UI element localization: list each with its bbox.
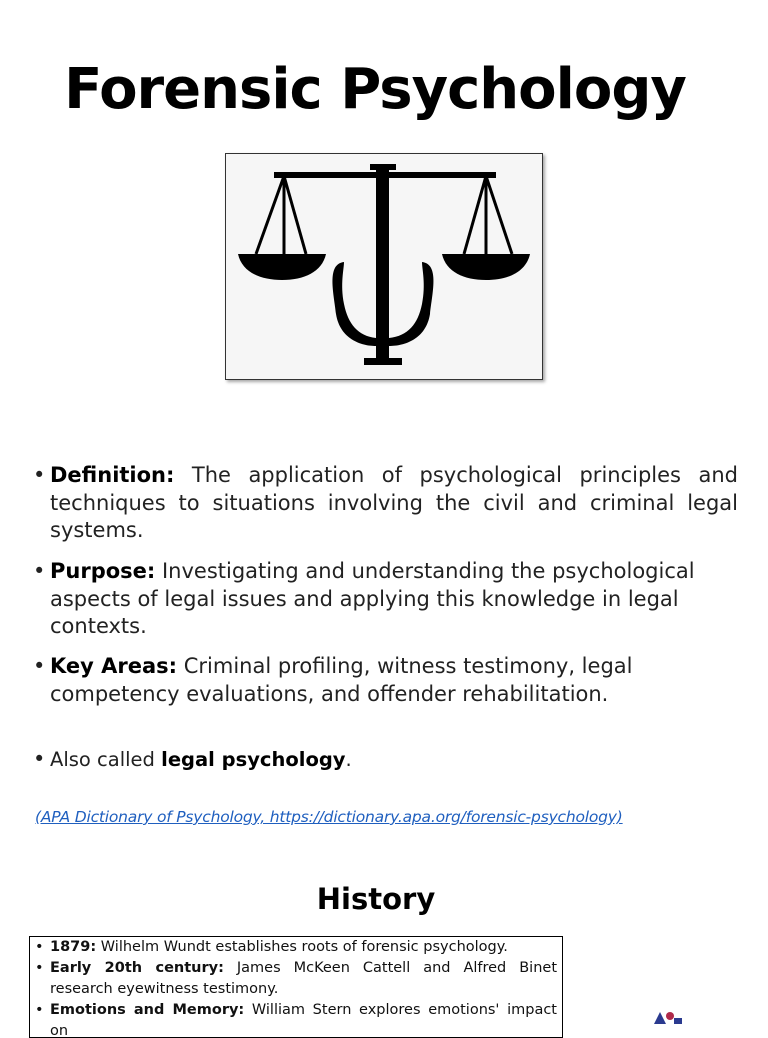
apa-citation-link[interactable]: (APA Dictionary of Psychology, https://dictionary.apa.org/forensic-psychology)	[35, 808, 623, 826]
also-called-prefix: Also called	[50, 748, 162, 771]
also-called-suffix: .	[345, 748, 352, 771]
history-item: • Emotions and Memory: William Stern explores emotions' impact on	[35, 1002, 557, 1038]
bullet-purpose: • Purpose: Investigating and understanding the psychological aspects of legal issues and applying this knowledge in legal contexts.	[33, 559, 695, 638]
key-areas-text: Criminal profiling, witness testimony, legal competency evaluations, and offender rehabilitation.	[50, 654, 633, 706]
history-heading: History	[316, 882, 436, 916]
history-item-text: James McKeen Cattell and Alfred Binet research eyewitness testimony.	[50, 960, 558, 997]
purpose-text: Investigating and understanding the psychological aspects of legal issues and applying this knowledge in legal contexts.	[50, 559, 695, 638]
purpose-label: Purpose:	[50, 559, 156, 583]
history-item-label: Emotions and Memory:	[50, 1002, 245, 1018]
history-item-text: William Stern explores emotions' impact on	[50, 1002, 557, 1038]
partial-logo-icon	[650, 1008, 684, 1024]
definition-text: The application of psychological principles and techniques to situations involving the civil and criminal legal systems.	[50, 463, 738, 542]
history-item-label: 1879:	[50, 939, 97, 955]
definition-label: Definition:	[50, 463, 175, 487]
history-item-text: Wilhelm Wundt establishes roots of forensic psychology.	[96, 939, 508, 955]
history-list	[29, 936, 563, 1038]
history-item: • Early 20th century: James McKeen Cattell and Alfred Binet research eyewitness testimony.	[35, 960, 558, 997]
page-title: Forensic Psychology	[64, 57, 686, 122]
bullet-also-called: • Also called legal psychology.	[33, 747, 352, 771]
also-called-term: legal psychology	[161, 748, 346, 771]
key-areas-label: Key Areas:	[50, 654, 178, 678]
scales-psi-icon	[226, 154, 542, 379]
history-item-label: Early 20th century:	[50, 960, 224, 976]
bullet-definition: • Definition: The application of psychological principles and techniques to situations involving the civil and criminal legal systems.	[33, 463, 738, 542]
history-item: • 1879: Wilhelm Wundt establishes roots of forensic psychology.	[35, 939, 508, 955]
logo-image	[225, 153, 543, 380]
bullet-key-areas: • Key Areas: Criminal profiling, witness testimony, legal competency evaluations, and offender rehabilitation.	[33, 654, 633, 706]
